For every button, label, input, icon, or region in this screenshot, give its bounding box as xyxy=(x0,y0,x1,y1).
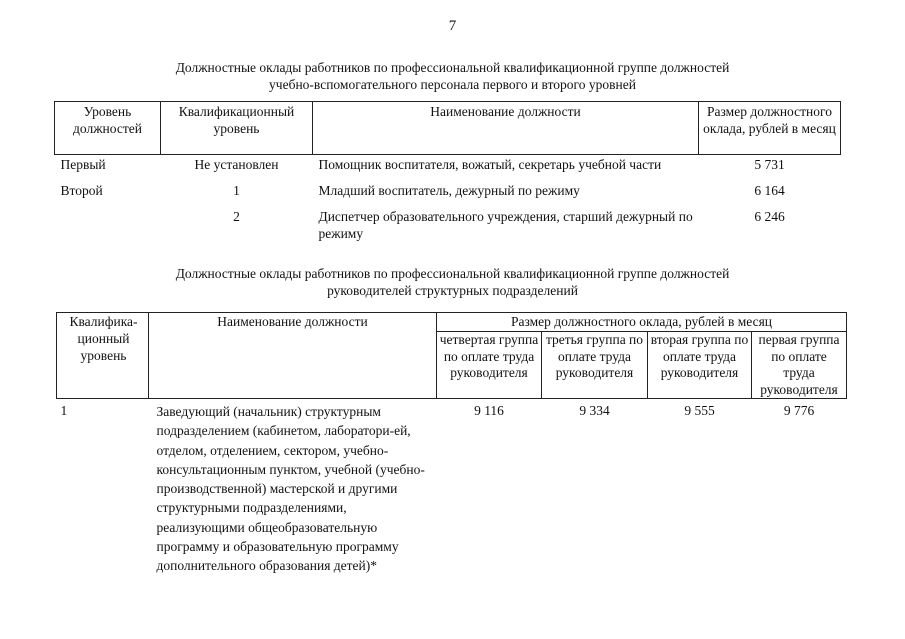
table2-header-row-top xyxy=(57,313,847,332)
cell-position: Заведующий (начальник) структурным подразделением (кабинетом, лаборатори-ей, отделом, отделением, сектором, учебно-консультационным пунктом, учебной (учебно-производственной) мастерской и другими структурными подразделениями, реализующими общеобразовательную программу и образовательную программу дополнительного образования детей)* xyxy=(156,404,425,574)
header-qualification-line2: ционный уровень xyxy=(77,331,130,363)
table1-caption-line1: Должностные оклады работников по профессиональной квалификационной группе должностей xyxy=(175,60,730,75)
table-row xyxy=(55,182,841,208)
cell-salary-first: 9 776 xyxy=(783,403,815,418)
cell-position: Диспетчер образовательного учреждения, старший дежурный по режиму xyxy=(318,209,693,241)
header-qualification: Квалификационный уровень xyxy=(161,102,313,155)
table2-caption-line1: Должностные оклады работников по профессиональной квалификационной группе должностей xyxy=(175,266,730,281)
cell-level: Первый xyxy=(60,157,106,172)
cell-qualification: 2 xyxy=(233,209,240,224)
table2-caption-line2: руководителей структурных подразделений xyxy=(327,283,578,298)
cell-salary-third: 9 334 xyxy=(579,403,610,418)
table2-caption xyxy=(0,265,905,299)
header-salary: Размер должностного оклада, рублей в месяц xyxy=(699,102,841,155)
salary-table-support-staff xyxy=(54,101,841,242)
table-row xyxy=(55,155,841,183)
table1-caption-line2: учебно-вспомогательного персонала первого и второго уровней xyxy=(269,77,636,92)
header-salary-group: Размер должностного оклада, рублей в месяц xyxy=(437,313,847,332)
table-row xyxy=(57,399,847,576)
header-group-second: вторая группа по оплате труда руководителя xyxy=(648,332,752,399)
cell-position: Помощник воспитателя, вожатый, секретарь учебной части xyxy=(318,157,662,172)
cell-salary: 6 246 xyxy=(754,209,785,224)
cell-qualification: 1 xyxy=(60,403,68,418)
cell-qualification: 1 xyxy=(233,183,240,198)
header-position: Наименование должности xyxy=(313,102,699,155)
cell-salary: 6 164 xyxy=(754,183,785,198)
table1-caption xyxy=(0,59,905,93)
header-group-first: первая группа по оплате труда руководителя xyxy=(752,332,847,399)
cell-level: Второй xyxy=(60,183,103,198)
cell-salary: 5 731 xyxy=(754,157,785,172)
cell-level xyxy=(55,208,161,242)
cell-qualification: Не установлен xyxy=(194,157,279,172)
cell-position: Младший воспитатель, дежурный по режиму xyxy=(318,183,580,198)
cell-salary-fourth: 9 116 xyxy=(474,403,504,418)
header-qualification xyxy=(57,313,149,399)
header-qualification-line1: Квалифика- xyxy=(69,314,138,329)
header-group-third: третья группа по оплате труда руководителя xyxy=(542,332,648,399)
header-group-fourth: четвертая группа по оплате труда руководителя xyxy=(437,332,542,399)
header-level: Уровень должностей xyxy=(55,102,161,155)
header-position: Наименование должности xyxy=(149,313,437,399)
table1-header-row xyxy=(55,102,841,155)
cell-salary-second: 9 555 xyxy=(684,403,715,418)
page-number: 7 xyxy=(448,18,457,34)
table-row xyxy=(55,208,841,242)
salary-table-department-heads xyxy=(56,312,847,576)
